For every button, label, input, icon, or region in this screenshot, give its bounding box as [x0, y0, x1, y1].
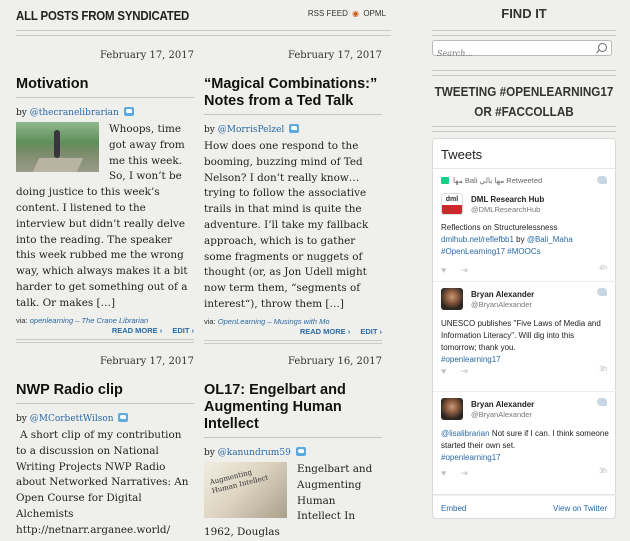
byline-prefix: by: [204, 448, 215, 458]
byline-prefix: by: [16, 108, 27, 118]
byline-prefix: by: [16, 414, 27, 424]
heart-icon[interactable]: ♥: [441, 366, 447, 376]
retweet-text: ﻣﻬﺎ Bali مها بالي Retweeted: [453, 176, 543, 185]
read-more-button[interactable]: READ MORE ›: [111, 325, 163, 335]
heart-icon[interactable]: ♥: [441, 468, 447, 478]
post-card: [16, 356, 194, 539]
edit-button[interactable]: EDIT ›: [360, 326, 382, 336]
via-label: via:: [16, 315, 28, 325]
avatar[interactable]: [441, 288, 463, 310]
twitter-icon: [118, 413, 128, 422]
opml-link[interactable]: OPML: [363, 9, 386, 18]
read-more-button[interactable]: READ MORE ›: [299, 326, 351, 336]
tweet-author[interactable]: Bryan Alexander: [471, 290, 535, 299]
title-rule: [16, 403, 194, 404]
post-card: [204, 50, 382, 344]
title-rule: [204, 114, 382, 115]
tweet-item[interactable]: [433, 170, 617, 282]
post-title-link[interactable]: Motivation: [16, 76, 89, 92]
heart-icon[interactable]: ♥: [441, 265, 447, 275]
post-actions: [204, 327, 382, 337]
post-excerpt: A short clip of my contribution to a discussion on National Writing Projects NWP Radio about Networked Narratives: An Open Course for Digital Alchemists http://netnarr.arganee.world/: [16, 429, 189, 536]
author-link[interactable]: @MorrisPelzel: [217, 125, 285, 135]
tweet-item[interactable]: [433, 392, 617, 496]
retweet-line: [441, 176, 591, 185]
retweet-icon: [441, 177, 449, 184]
post-thumbnail[interactable]: [204, 462, 287, 518]
twitter-widget: [432, 138, 616, 519]
tweet-time[interactable]: 3h: [599, 468, 607, 475]
post-actions: [16, 326, 194, 336]
post-excerpt: How does one respond to the booming, buzzing mind of Ted Nelson? I don’t really know…trying to follow the associative trails in that mind is quite the adventure. I’ll take my fallback approach, which is to gather some fragments or nuggets of thought (or, as Jon Udell might now term them, “segments of interest“), throw them […]: [204, 140, 369, 310]
byline: [204, 447, 382, 459]
main-header: [16, 6, 386, 26]
twitter-bird-icon: [597, 176, 607, 184]
title-rule: [16, 97, 194, 98]
twitter-icon: [124, 107, 134, 116]
excerpt-text: Engelbart and Augmenting Human Intellect In 1962, Douglas: [204, 463, 373, 539]
hashtag-links[interactable]: #openlearning17: [441, 453, 501, 462]
page-title: ALL POSTS FROM SYNDICATED: [16, 8, 190, 23]
byline: [204, 124, 382, 136]
tweet-item[interactable]: [433, 282, 617, 392]
author-link[interactable]: @MCorbettWilson: [29, 414, 114, 424]
tweet-body: by: [513, 235, 527, 244]
author-link[interactable]: @kanundrum59: [217, 448, 291, 458]
tweet-handle[interactable]: @DMLResearchHub: [471, 205, 541, 214]
sidebar: [418, 0, 630, 519]
tweet-author[interactable]: Bryan Alexander: [471, 400, 535, 409]
share-icon[interactable]: ⇥: [460, 468, 468, 478]
rss-feed-link[interactable]: RSS FEED: [307, 9, 348, 18]
tweet-handle[interactable]: @BryanAlexander: [471, 300, 532, 309]
find-it-heading: FIND IT: [501, 6, 547, 21]
embed-link[interactable]: Embed: [441, 504, 467, 513]
search-box: [432, 40, 612, 56]
edit-button[interactable]: EDIT ›: [172, 325, 194, 335]
author-link[interactable]: @thecranelibrarian: [29, 108, 119, 118]
post-excerpt: [204, 462, 382, 541]
twitter-icon: [289, 124, 299, 133]
tweet-author[interactable]: DML Research Hub: [471, 195, 545, 204]
tweet-body: Not sure if I can. I think someone started their own set.: [441, 429, 609, 450]
tweet-text: [441, 428, 609, 464]
post-divider: [16, 339, 194, 343]
tweet-body: UNESCO publishes "Five Laws of Media and Information Literacy". Will dig into this tomorrow; thank you.: [441, 319, 601, 352]
post-title-link[interactable]: “Magical Combinations:” Notes from a Ted Talk: [204, 76, 378, 109]
post-thumbnail[interactable]: [16, 122, 99, 172]
search-input[interactable]: [433, 47, 588, 61]
sidebar-divider: [432, 70, 616, 76]
widget-footer: [433, 494, 617, 518]
share-icon[interactable]: ⇥: [460, 366, 468, 376]
twitter-bird-icon: [597, 288, 607, 296]
share-icon[interactable]: ⇥: [460, 265, 468, 275]
tweet-text: [441, 318, 609, 366]
tweet-link[interactable]: dmlhub.net/reflefbb1: [441, 235, 514, 244]
tweet-actions: [441, 265, 609, 276]
post-date: February 17, 2017: [287, 50, 382, 61]
post-card: [16, 50, 194, 343]
sidebar-divider: [432, 30, 616, 36]
post-title-link[interactable]: NWP Radio clip: [16, 382, 123, 398]
tweet-body: Reflections on Structurelessness: [441, 223, 558, 232]
widget-title: Tweets: [433, 139, 615, 169]
post-title-link[interactable]: OL17: Engelbart and Augmenting Human Intellect: [204, 382, 346, 432]
hashtag-links[interactable]: #OpenLearning17 #MOOCs: [441, 247, 541, 256]
source-link[interactable]: openlearning – The Crane Librarian: [29, 315, 149, 325]
byline: [16, 413, 194, 425]
rss-icon: ◉: [352, 9, 360, 18]
via-label: via:: [204, 316, 216, 326]
twitter-icon: [296, 447, 306, 456]
tweeting-heading: TWEETING #OPENLEARNING17 OR #FACCOLLAB: [434, 84, 614, 119]
tweet-actions: [441, 468, 609, 479]
tweet-actions: [441, 366, 609, 377]
tweet-time[interactable]: 3h: [599, 366, 607, 373]
via-line: [16, 316, 194, 326]
avatar[interactable]: [441, 398, 463, 420]
tweet-text: [441, 222, 609, 258]
source-link[interactable]: OpenLearning – Musings with Mo: [217, 316, 330, 326]
feed-links: [306, 9, 386, 18]
post-divider: [204, 340, 382, 344]
sidebar-divider: [432, 126, 616, 132]
hashtag-links[interactable]: #openlearning17: [441, 355, 501, 364]
title-rule: [204, 437, 382, 438]
tweet-handle[interactable]: @BryanAlexander: [471, 410, 532, 419]
post-date: February 17, 2017: [99, 50, 194, 61]
header-divider: [16, 30, 391, 36]
search-icon[interactable]: [598, 43, 607, 52]
mention-link[interactable]: @lisalibrarian: [441, 429, 490, 438]
post-card: [204, 356, 382, 541]
twitter-bird-icon: [597, 398, 607, 406]
via-line: [204, 317, 382, 327]
view-on-twitter-link[interactable]: View on Twitter: [553, 504, 607, 513]
byline: [16, 107, 194, 119]
byline-prefix: by: [204, 125, 215, 135]
mention-link[interactable]: @Bali_Maha: [526, 235, 573, 244]
avatar[interactable]: dml: [441, 193, 463, 215]
post-excerpt: [16, 122, 194, 312]
post-date: February 17, 2017: [99, 356, 194, 367]
tweet-time[interactable]: 4h: [599, 265, 607, 272]
post-date: February 16, 2017: [287, 356, 382, 367]
excerpt-text: Whoops, time got away from me this week. So, I won’t be doing justice to this week’s content. I listened to the interview but didn’t really delve into the reading. The speaker this week rubbed me the wrong way, which always makes it a bit harder to get something out of a talk. Or makes […]: [16, 123, 188, 309]
